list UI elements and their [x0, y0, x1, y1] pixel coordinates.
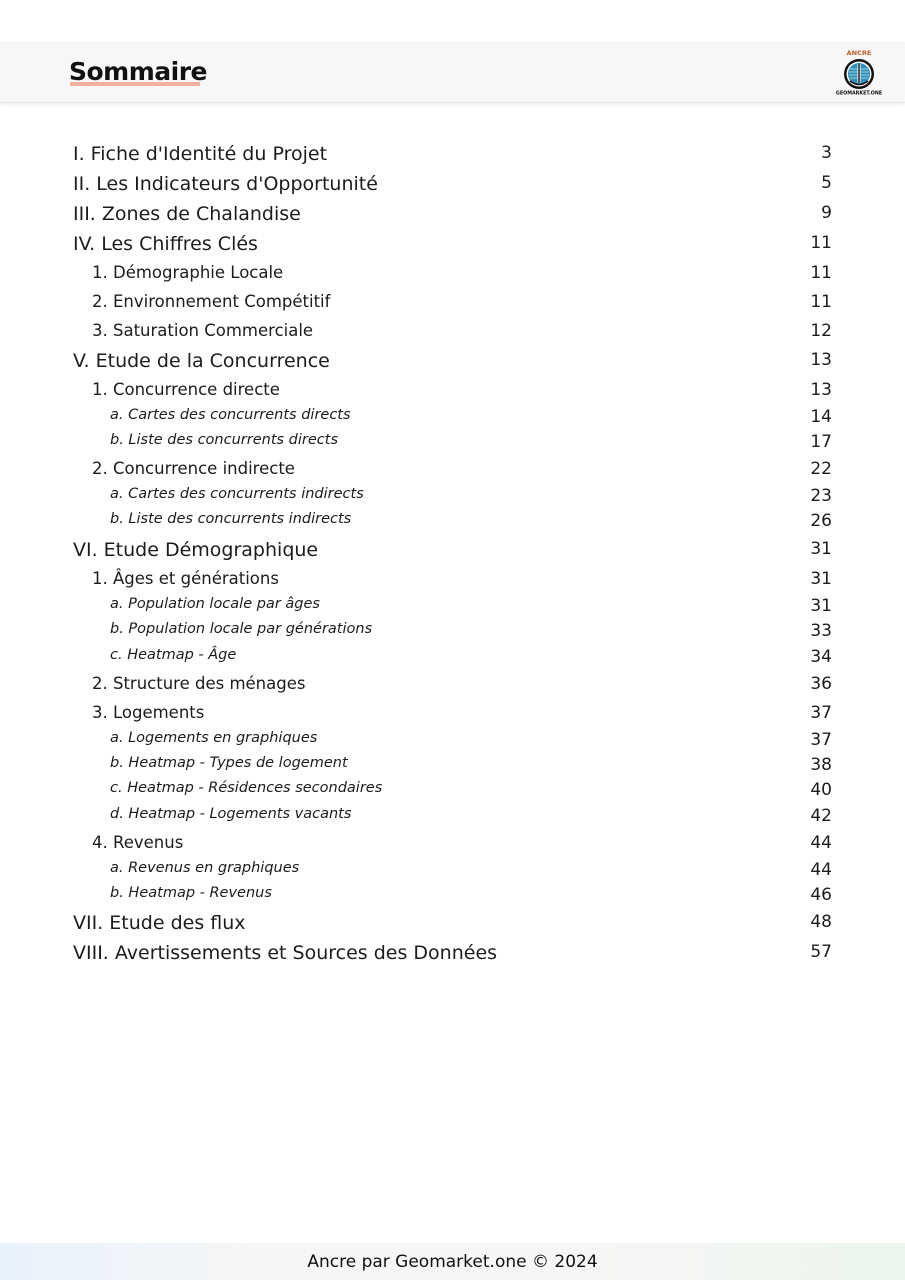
toc-entry-label[interactable]: b. Liste des concurrents indirects [110, 511, 352, 527]
toc-entry-label[interactable]: II. Les Indicateurs d'Opportunité [73, 173, 378, 195]
toc-subsubsection[interactable] [0, 511, 905, 537]
toc-page-number: 48 [810, 912, 832, 932]
page-title: Sommaire [69, 57, 208, 86]
toc-subsubsection[interactable] [0, 596, 905, 622]
toc-entry-label[interactable]: 1. Démographie Locale [92, 263, 284, 282]
toc-entry-label[interactable]: d. Heatmap - Logements vacants [110, 806, 352, 822]
toc-entry-label[interactable]: VIII. Avertissements et Sources des Données [73, 942, 498, 964]
toc-page-number: 37 [810, 730, 832, 750]
toc-page-number: 13 [810, 380, 832, 400]
toc-page-number: 23 [810, 486, 832, 506]
toc-page-number: 22 [810, 459, 832, 479]
toc-page-number: 5 [821, 173, 832, 193]
toc-entry-label[interactable]: a. Revenus en graphiques [110, 860, 300, 876]
toc-page-number: 42 [810, 806, 832, 826]
svg-text:ANCRE: ANCRE [846, 49, 872, 57]
toc-page-number: 37 [810, 703, 832, 723]
page-header [0, 42, 905, 103]
page-footer [0, 1243, 905, 1280]
toc-subsection[interactable] [0, 674, 905, 700]
toc-entry-label[interactable]: IV. Les Chiffres Clés [73, 233, 258, 255]
toc-page-number: 31 [810, 596, 832, 616]
toc-page-number: 33 [810, 621, 832, 641]
toc-page-number: 36 [810, 674, 832, 694]
toc-subsubsection[interactable] [0, 780, 905, 806]
toc-subsection[interactable] [0, 380, 905, 406]
toc-entry-label[interactable]: III. Zones de Chalandise [73, 203, 301, 225]
toc-subsubsection[interactable] [0, 407, 905, 433]
toc-entry-label[interactable]: b. Heatmap - Types de logement [110, 755, 348, 771]
toc-section[interactable] [0, 912, 905, 938]
toc-entry-label[interactable]: c. Heatmap - Résidences secondaires [110, 780, 383, 796]
toc-page-number: 12 [810, 321, 832, 341]
toc-subsubsection[interactable] [0, 860, 905, 886]
toc-entry-label[interactable]: a. Population locale par âges [110, 596, 320, 612]
toc-entry-label[interactable]: I. Fiche d'Identité du Projet [73, 143, 328, 165]
toc-page-number: 14 [810, 407, 832, 427]
toc-entry-label[interactable]: 2. Environnement Compétitif [92, 292, 331, 311]
toc-section[interactable] [0, 203, 905, 229]
toc-page-number: 11 [810, 292, 832, 312]
toc-entry-label[interactable]: b. Liste des concurrents directs [110, 432, 338, 448]
toc-section[interactable] [0, 233, 905, 259]
toc-subsubsection[interactable] [0, 885, 905, 911]
toc-page-number: 40 [810, 780, 832, 800]
toc-entry-label[interactable]: a. Cartes des concurrents indirects [110, 486, 364, 502]
toc-section[interactable] [0, 143, 905, 169]
toc-page-number: 44 [810, 860, 832, 880]
toc-section[interactable] [0, 539, 905, 565]
toc-page-number: 9 [821, 203, 832, 223]
toc-page-number: 46 [810, 885, 832, 905]
toc-page-number: 11 [810, 233, 832, 253]
toc-subsection[interactable] [0, 321, 905, 347]
toc-subsubsection[interactable] [0, 432, 905, 458]
toc-page-number: 57 [810, 942, 832, 962]
toc-entry-label[interactable]: 2. Structure des ménages [92, 674, 306, 693]
toc-entry-label[interactable]: 1. Âges et générations [92, 569, 279, 588]
toc-subsubsection[interactable] [0, 486, 905, 512]
toc-page-number: 13 [810, 350, 832, 370]
toc-subsection[interactable] [0, 569, 905, 595]
toc-page-number: 3 [821, 143, 832, 163]
toc-page-number: 31 [810, 539, 832, 559]
toc-section[interactable] [0, 942, 905, 968]
toc-subsubsection[interactable] [0, 806, 905, 832]
toc-page-number: 31 [810, 569, 832, 589]
toc-entry-label[interactable]: 1. Concurrence directe [92, 380, 280, 399]
toc-entry-label[interactable]: a. Logements en graphiques [110, 730, 318, 746]
toc-subsubsection[interactable] [0, 730, 905, 756]
toc-entry-label[interactable]: 2. Concurrence indirecte [92, 459, 295, 478]
toc-subsection[interactable] [0, 292, 905, 318]
toc-entry-label[interactable]: b. Heatmap - Revenus [110, 885, 272, 901]
toc-entry-label[interactable]: c. Heatmap - Âge [110, 647, 237, 663]
toc-subsection[interactable] [0, 703, 905, 729]
toc-entry-label[interactable]: VI. Etude Démographique [73, 539, 319, 561]
toc-subsubsection[interactable] [0, 755, 905, 781]
toc-section[interactable] [0, 173, 905, 199]
toc-entry-label[interactable]: V. Etude de la Concurrence [73, 350, 330, 372]
toc-subsection[interactable] [0, 263, 905, 289]
toc-page-number: 11 [810, 263, 832, 283]
toc-entry-label[interactable]: a. Cartes des concurrents directs [110, 407, 351, 423]
toc-entry-label[interactable]: 3. Saturation Commerciale [92, 321, 314, 340]
toc-section[interactable] [0, 350, 905, 376]
toc-page-number: 17 [810, 432, 832, 452]
toc-entry-label[interactable]: 4. Revenus [92, 833, 184, 852]
footer-text: Ancre par Geomarket.one © 2024 [307, 1252, 598, 1272]
toc-entry-label[interactable]: b. Population locale par générations [110, 621, 373, 637]
svg-text:GEOMARKET.ONE: GEOMARKET.ONE [836, 91, 882, 96]
toc-page-number: 26 [810, 511, 832, 531]
toc-subsubsection[interactable] [0, 647, 905, 673]
ancre-geomarket-logo-icon [836, 48, 882, 96]
toc-subsection[interactable] [0, 459, 905, 485]
toc-page-number: 38 [810, 755, 832, 775]
toc-subsection[interactable] [0, 833, 905, 859]
toc-entry-label[interactable]: VII. Etude des flux [73, 912, 246, 934]
toc-subsubsection[interactable] [0, 621, 905, 647]
toc-page-number: 44 [810, 833, 832, 853]
toc-page-number: 34 [810, 647, 832, 667]
toc-entry-label[interactable]: 3. Logements [92, 703, 205, 722]
